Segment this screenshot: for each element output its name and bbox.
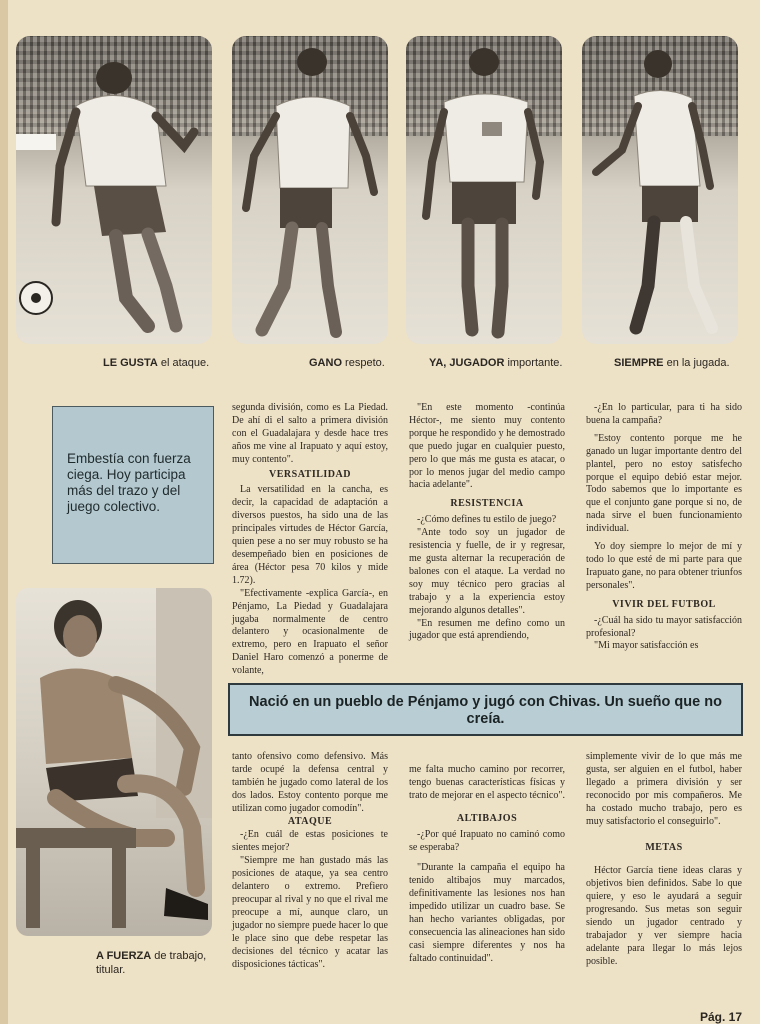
paragraph: "Estoy contento porque me he ganado un lugar importante dentro del plantel, pero no estoy satisfecho porque el equipo debió estar mejor. Todo sabemos que lo importante es que el conjunto gane porque si no, de nada sirve el buen funcionamiento individual. bbox=[586, 432, 742, 535]
paragraph: "Siempre me han gustado más las posiciones de ataque, ya sea centro delantero o extremo. Prefiero preocupar al rival y no que el rival me preocupe a mí, aunque claro, un jugador no siempre puede hacer lo que le place sino que debe respetar las decisiones del técnico y acatar las disposiciones tácticas". bbox=[232, 855, 388, 970]
caption-lead: LE GUSTA bbox=[103, 357, 158, 369]
photo-caption-4 bbox=[614, 357, 730, 369]
paragraph: -¿Cómo defines tu estilo de juego? bbox=[417, 514, 557, 526]
paragraph: -¿Cuál ha sido tu mayor satisfacción profesional? bbox=[586, 614, 742, 639]
paragraph: "En este momento -continúa Héctor-, me siento muy contento porque he respondido y he demostrado que puedo jugar en cualquier puesto, pero lo que más me gusta es atacar, o por lo menos jugar del medio campo hacia adelante". bbox=[409, 402, 565, 491]
article-column-1-top bbox=[232, 402, 388, 678]
article-column-2-bottom bbox=[409, 764, 565, 966]
page-edge bbox=[0, 0, 8, 1024]
paragraph: -¿En cuál de estas posiciones te sientes mejor? bbox=[232, 829, 388, 854]
player-photo-1 bbox=[16, 36, 212, 344]
caption-text: de trabajo, titular. bbox=[96, 950, 207, 976]
paragraph: -¿Por qué Irapuato no caminó como se esperaba? bbox=[409, 828, 565, 853]
pull-quote-box bbox=[52, 406, 214, 564]
paragraph: La versatilidad en la cancha, es decir, la capacidad de adaptación a diversos puestos, ha sido una de las principales virtudes de Héctor García, quien pese a no ser muy robusto se ha desempeñado bien en posiciones de área (Héctor pesa 70 kilos y mide 1.72). bbox=[232, 484, 388, 586]
player-walking-figure bbox=[232, 36, 388, 344]
caption-lead: SIEMPRE bbox=[614, 357, 664, 369]
caption-lead: A FUERZA bbox=[96, 950, 152, 962]
article-column-2-top bbox=[409, 402, 565, 643]
article-column-3-bottom bbox=[586, 751, 742, 969]
paragraph: -¿En lo particular, para ti ha sido buena la campaña? bbox=[586, 402, 742, 426]
article-column-1-bottom bbox=[232, 751, 388, 971]
paragraph: "Efectivamente -explica García-, en Pénjamo, La Piedad y Guadalajara jugaba normalmente de centro delantero y ocasionalmente de extremo, pero en Irapuato el señor Daniel Haro comenzó a ponerme de volante, bbox=[232, 587, 388, 677]
paragraph: Yo doy siempre lo mejor de mí y todo lo que esté de mi parte para que Irapuato gane, no para obtener triunfos personales". bbox=[586, 541, 742, 591]
caption-text: importante. bbox=[504, 357, 563, 369]
paragraph: tanto ofensivo como defensivo. Más tarde ocupé la defensa central y también he jugado como lateral de los dos lados. Estoy contento porque me utilizan como jugador comodín". bbox=[232, 751, 388, 814]
player-kicking-figure bbox=[16, 36, 212, 344]
headline-banner bbox=[228, 683, 743, 736]
player-photo-3 bbox=[406, 36, 562, 344]
section-heading: ATAQUE bbox=[287, 815, 333, 827]
player-photo-4 bbox=[582, 36, 738, 344]
pull-quote-text: Embestía con fuerza ciega. Hoy participa más del trazo y del juego colectivo. bbox=[67, 451, 191, 514]
paragraph: simplemente vivir de lo que más me gusta, ser alguien en el futbol, haber llegado a primera división y ser reconocido por mis compañeros. Me ha costado mucho trabajo, pero es muy satisfactorio el conseguirlo". bbox=[586, 751, 742, 827]
banner-text: Nació en un pueblo de Pénjamo y jugó con Chivas. Un sueño que no creía. bbox=[249, 694, 722, 727]
portrait-caption bbox=[96, 949, 218, 977]
player-photo-2 bbox=[232, 36, 388, 344]
section-heading: ALTIBAJOS bbox=[456, 812, 518, 824]
seated-player-figure bbox=[16, 588, 212, 936]
caption-lead: GANO bbox=[309, 357, 342, 369]
page-number: Pág. 17 bbox=[700, 1010, 743, 1024]
player-standing-figure bbox=[406, 36, 562, 344]
player-running-figure bbox=[582, 36, 738, 344]
caption-text: en la jugada. bbox=[663, 357, 730, 369]
section-heading: VERSATILIDAD bbox=[269, 468, 351, 480]
paragraph: "Mi mayor satisfacción es bbox=[594, 640, 699, 652]
section-heading: METAS bbox=[645, 842, 683, 854]
photo-caption-2 bbox=[309, 357, 385, 369]
paragraph: "En resumen me defino como un jugador que está aprendiendo, bbox=[409, 617, 565, 642]
photo-caption-3 bbox=[429, 357, 562, 369]
caption-lead: YA, JUGADOR bbox=[429, 357, 505, 369]
paragraph: "Ante todo soy un jugador de resistencia y fuelle, de ir y regresar, me gusta alternar la recuperación de balones con el ataque. La verdad no soy muy técnico pero gracias al trabajo y a la experiencia estoy mejorando algunos detalles". bbox=[409, 527, 565, 616]
paragraph: segunda división, como es La Piedad. De ahí di el salto a primera división con el Guadalajara y desde hace tres años me vine al Irapuato y aquí estoy, muy contento". bbox=[232, 402, 388, 465]
paragraph: "Durante la campaña el equipo ha tenido altibajos muy marcados, definitivamente las lesiones nos han impedido utilizar un cuadro base. Se han hecho variantes obligadas, por consecuencia las alineaciones han sido casi siempre diferentes y nos ha faltado continuidad". bbox=[409, 862, 565, 964]
photo-caption-1 bbox=[103, 357, 209, 369]
paragraph: me falta mucho camino por recorrer, tengo buenas características físicas y trato de mejorar en el aspecto técnico". bbox=[409, 764, 565, 801]
caption-text: respeto. bbox=[342, 357, 385, 369]
player-portrait-photo bbox=[16, 588, 212, 936]
paragraph: Héctor García tiene ideas claras y objetivos bien definidos. Sabe lo que quiere, y eso le ayudará a seguir progresando. Sus metas son seguir siendo un jugador centrado y trabajador y ver siempre hacia adelante para llegar lo más lejos posible. bbox=[586, 865, 742, 967]
section-heading: RESISTENCIA bbox=[450, 498, 524, 510]
article-column-3-top bbox=[586, 402, 742, 653]
section-heading: VIVIR DEL FUTBOL bbox=[612, 598, 716, 610]
caption-text: el ataque. bbox=[157, 357, 210, 369]
